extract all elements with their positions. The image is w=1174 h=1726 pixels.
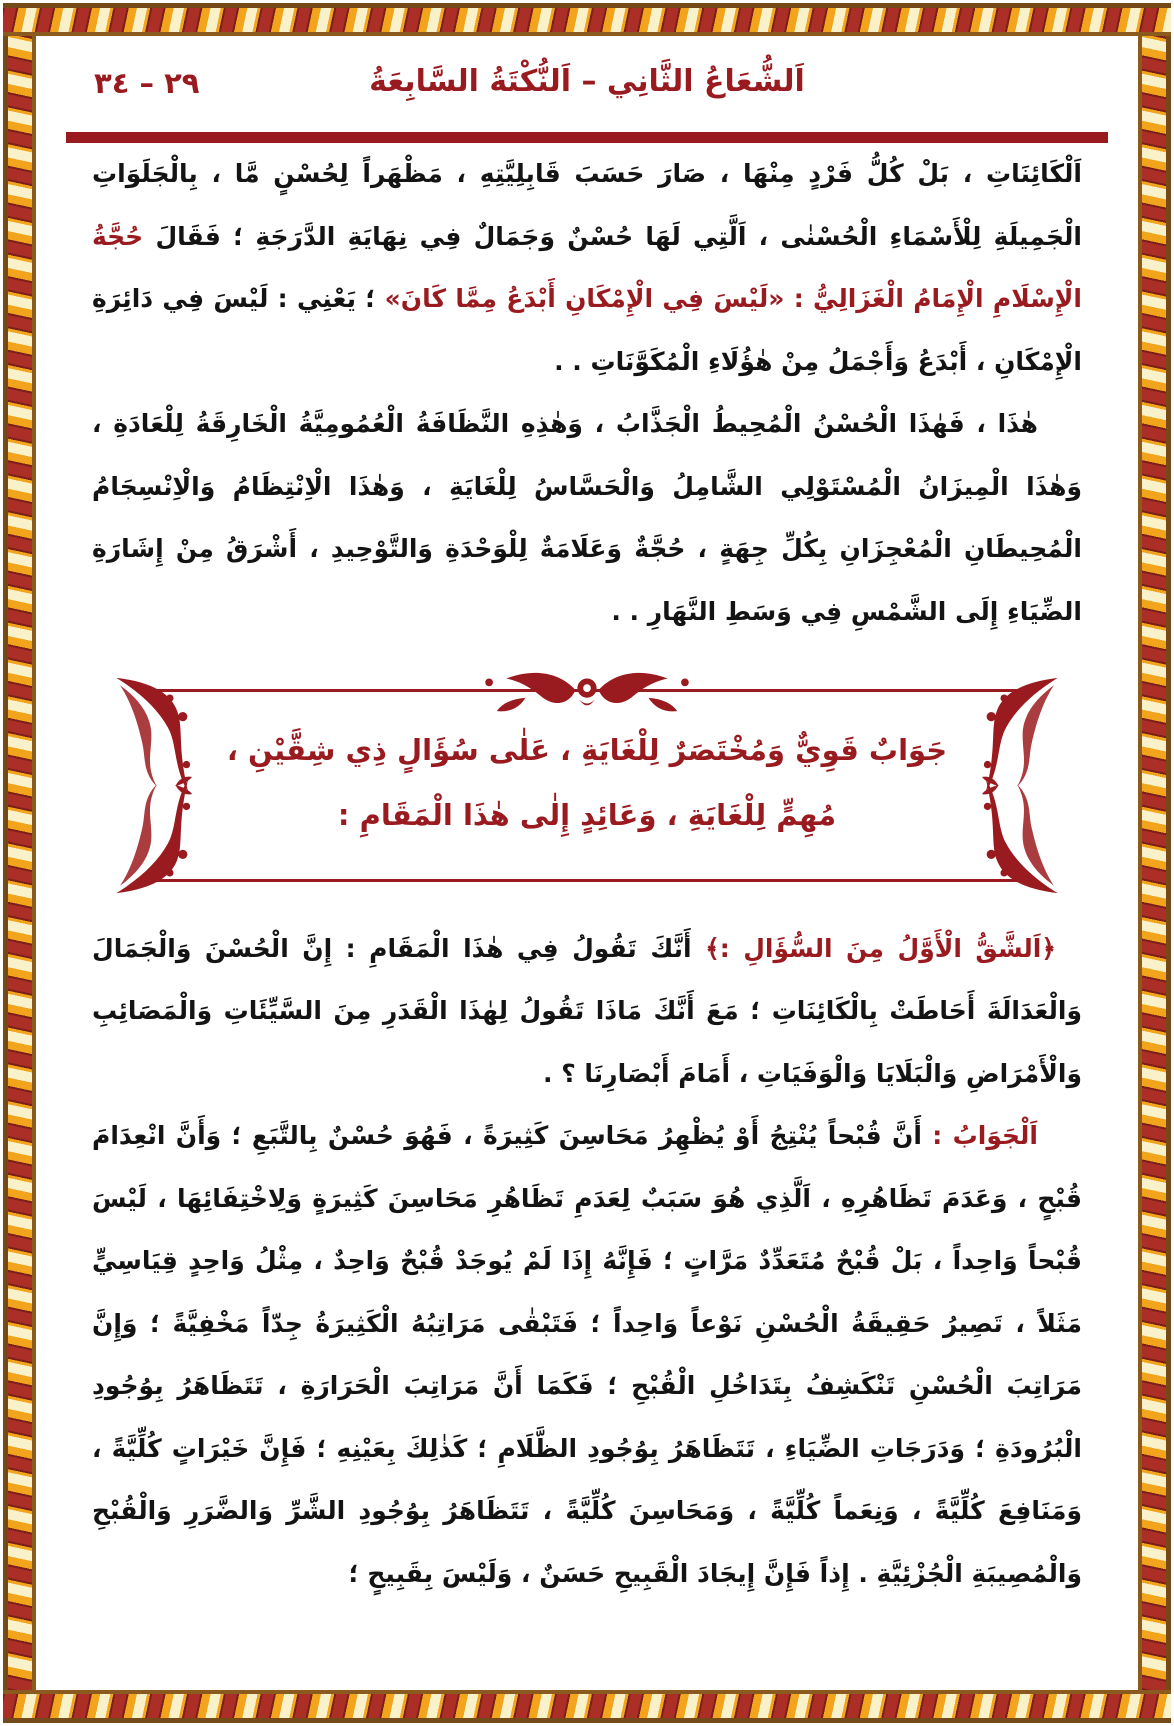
border-frame-bottom [3,1690,1171,1723]
page-header [92,50,1082,122]
ghazali-quote: حُجَّةُ الْإِسْلَامِ الْإِمَامُ الْغَزَالِيُّ : «لَيْسَ فِي الْإِمْكَانِ أَبْدَعُ مِمَّا كَانَ» [92,221,1082,313]
paragraph-2-text: هٰذَا ، فَهٰذَا الْحُسْنُ الْمُحِيطُ الْجَذَّابُ ، وَهٰذِهِ النَّظَافَةُ الْعُمُومِيَّةُ الْخَارِقَةُ لِلْعَادَةِ ، وَهٰذَا الْمِيزَانُ الْمُسْتَوْلِي الشَّامِلُ وَالْحَسَّاسُ لِلْغَايَةِ ، وَهٰذَا الْاِنْتِظَامُ وَالْاِنْسِجَامُ الْمُحِيطَانِ الْمُعْجِزَانِ بِكُلِّ جِهَةٍ ، حُجَّةٌ وَعَلَامَةٌ لِلْوَحْدَةِ وَالتَّوْحِيدِ ، أَشْرَقُ مِنْ إِشَارَةِ الضِّيَاءِ إِلَى الشَّمْسِ فِي وَسَطِ النَّهَارِ . . [92,409,1082,626]
paragraph-4 [92,1105,1082,1605]
border-frame-top [3,3,1171,36]
page-number: ٢٩ – ٣٤ [94,66,200,100]
paragraph-1-continuation: ؛ يَعْنِي : لَيْسَ فِي دَائِرَةِ الْإِمْكَانِ ، أَبْدَعُ وَأَجْمَلُ مِنْ هٰؤُلَاءِ الْمُكَوَّنَاتِ . . [92,284,1082,376]
ornamental-callout [144,689,1030,882]
paragraph-1 [92,143,1082,393]
floral-corner-icon [976,775,1060,895]
callout-line-2: مُهِمٍّ لِلْغَايَةِ ، وَعَائِدٍ إِلٰى هٰذَا الْمَقَامِ : [337,798,837,833]
question-part-label: ﴿اَلشَّقُّ الْأَوَّلُ مِنَ السُّؤَالِ :﴾ [705,933,1056,963]
floral-corner-icon [114,775,198,895]
paragraph-3 [92,918,1082,1106]
floral-center-icon [459,667,715,715]
page-content [36,36,1138,1690]
callout-line-1: جَوَابٌ قَوِيٌّ وَمُخْتَصَرٌ لِلْغَايَةِ ، عَلٰى سُؤَالٍ ذِي شِقَّيْنِ ، [226,733,948,767]
paragraph-3-text: أَنَّكَ تَقُولُ فِي هٰذَا الْمَقَامِ : إِنَّ الْحُسْنَ وَالْجَمَالَ وَالْعَدَالَةَ أَحَاطَتْ بِالْكَائِنَاتِ ؛ مَعَ أَنَّكَ مَاذَا تَقُولُ لِهٰذَا الْقَدَرِ مِنَ السَّيِّئَاتِ وَالْمَصَائِبِ وَالْأَمْرَاضِ وَالْبَلَايَا وَالْوَفَيَاتِ ، أَمَامَ أَبْصَارِنَا ؟ . [92,933,1082,1088]
border-frame-left [3,36,36,1690]
paragraph-4-text: أَنَّ قُبْحاً يُنْتِجُ أَوْ يُظْهِرُ مَحَاسِنَ كَثِيرَةً ، فَهُوَ حُسْنٌ بِالتَّبَعِ ؛ وَأَنَّ انْعِدَامَ قُبْحٍ ، وَعَدَمَ تَظَاهُرِهِ ، اَلَّذِي هُوَ سَبَبٌ لِعَدَمِ تَظَاهُرِ مَحَاسِنَ كَثِيرَةٍ وَلِاخْتِفَائِهَا ، لَيْسَ قُبْحاً وَاحِداً ، بَلْ قُبْحٌ مُتَعَدِّدٌ مَرَّاتٍ ؛ فَإِنَّهُ إِذَا لَمْ يُوجَدْ قُبْحٌ وَاحِدٌ ، مِثْلُ وَاحِدٍ قِيَاسِيٍّ مَثَلاً ، تَصِيرُ حَقِيقَةُ الْحُسْنِ نَوْعاً وَاحِداً ؛ فَتَبْقٰى مَرَاتِبُهُ الْكَثِيرَةُ جِدّاً مَخْفِيَّةً ؛ وَإِنَّ مَرَاتِبَ الْحُسْنِ تَنْكَشِفُ بِتَدَاخُلِ الْقُبْحِ ؛ فَكَمَا أَنَّ مَرَاتِبَ الْحَرَارَةِ ، تَتَظَاهَرُ بِوُجُودِ الْبُرُودَةِ ؛ وَدَرَجَاتِ الضِّيَاءِ ، تَتَظَاهَرُ بِوُجُودِ الظَّلَامِ ؛ كَذٰلِكَ بِعَيْنِهِ ؛ فَإِنَّ خَيْرَاتٍ كُلِّيَّةً ، وَمَنَافِعَ كُلِّيَّةً ، وَنِعَماً كُلِّيَّةً ، وَمَحَاسِنَ كُلِّيَّةً ، تَتَظَاهَرُ بِوُجُودِ الشَّرِّ وَالضَّرَرِ وَالْقُبْحِ وَالْمُصِيبَةِ الْجُزْئِيَّةِ . إِذاً فَإِنَّ إِيجَادَ الْقَبِيحِ حَسَنٌ ، وَلَيْسَ بِقَبِيحٍ ؛ [92,1121,1082,1588]
paragraph-1-text: اَلْكَائِنَاتِ ، بَلْ كُلُّ فَرْدٍ مِنْهَا ، صَارَ حَسَبَ قَابِلِيَّتِهِ ، مَظْهَراً لِحُسْنٍ مَّا ، بِالْجَلَوَاتِ الْجَمِيلَةِ لِلْأَسْمَاءِ الْحُسْنٰى ، اَلَّتِي لَهَا حُسْنٌ وَجَمَالٌ فِي نِهَايَةِ الدَّرَجَةِ ؛ فَقَالَ [92,159,1082,251]
page-title: اَلشُّعَاعُ الثَّانِي – اَلنُّكْتَةُ السَّابِعَةُ [369,64,805,99]
paragraph-2 [92,393,1082,643]
header-divider [66,132,1108,143]
border-frame-right [1138,36,1171,1690]
answer-label: اَلْجَوَابُ : [932,1121,1038,1150]
